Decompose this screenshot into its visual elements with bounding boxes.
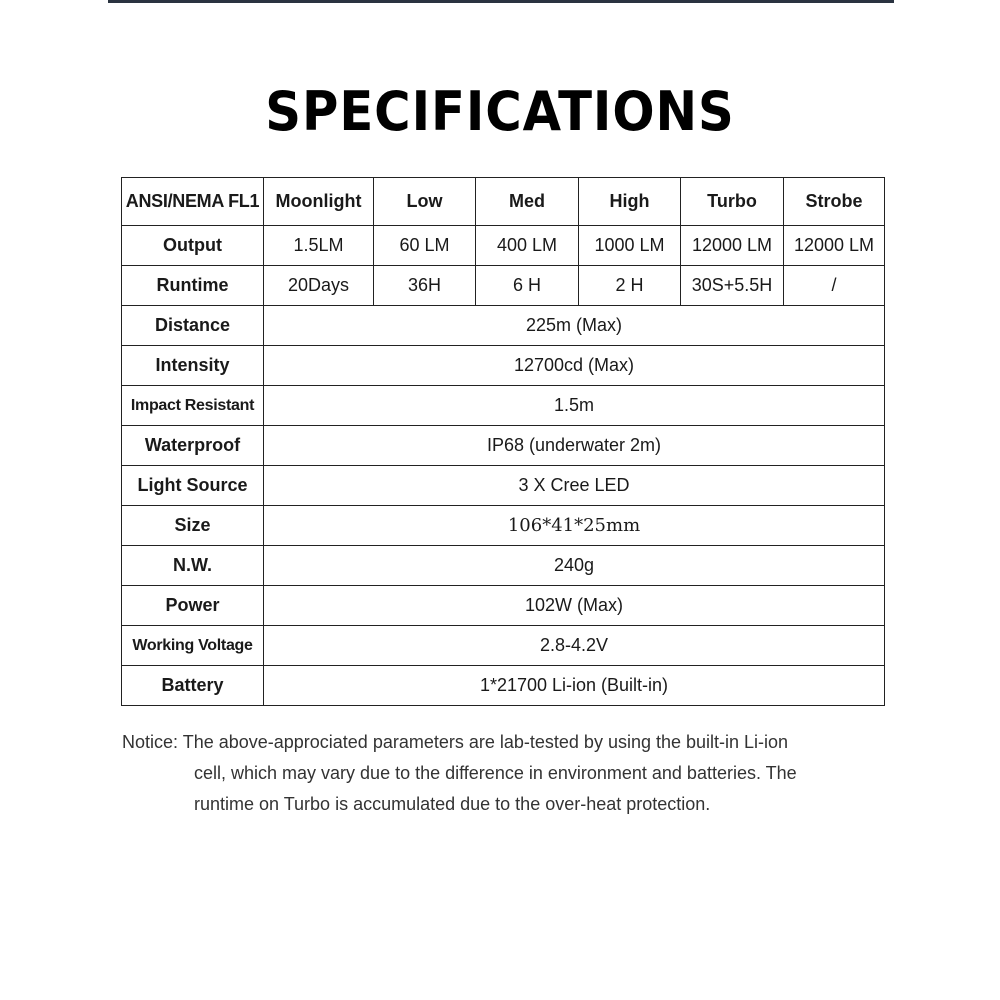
notice-text bbox=[122, 727, 892, 820]
row-value: 1*21700 Li-ion (Built-in) bbox=[264, 666, 885, 706]
row-value: 2.8-4.2V bbox=[264, 626, 885, 666]
header-low: Low bbox=[374, 178, 476, 226]
header-strobe: Strobe bbox=[784, 178, 885, 226]
row-value: IP68 (underwater 2m) bbox=[264, 426, 885, 466]
top-divider bbox=[108, 0, 894, 3]
row-label: Light Source bbox=[122, 466, 264, 506]
row-value: 102W (Max) bbox=[264, 586, 885, 626]
runtime-strobe: / bbox=[784, 266, 885, 306]
runtime-high: 2 H bbox=[579, 266, 681, 306]
header-med: Med bbox=[476, 178, 579, 226]
notice-line: cell, which may vary due to the difference in environment and batteries. The bbox=[194, 763, 797, 783]
table-row-impact-resistant bbox=[122, 386, 885, 426]
row-value: 225m (Max) bbox=[264, 306, 885, 346]
output-strobe: 12000 LM bbox=[784, 226, 885, 266]
specifications-table bbox=[121, 177, 885, 706]
row-value: 240g bbox=[264, 546, 885, 586]
row-label: Impact Resistant bbox=[122, 386, 264, 426]
header-moonlight: Moonlight bbox=[264, 178, 374, 226]
row-value: 1.5m bbox=[264, 386, 885, 426]
header-turbo: Turbo bbox=[681, 178, 784, 226]
table-header-row bbox=[122, 178, 885, 226]
table-row-working-voltage bbox=[122, 626, 885, 666]
row-label: Power bbox=[122, 586, 264, 626]
row-label: Distance bbox=[122, 306, 264, 346]
header-standard: ANSI/NEMA FL1 bbox=[122, 178, 264, 226]
runtime-moonlight: 20Days bbox=[264, 266, 374, 306]
output-low: 60 LM bbox=[374, 226, 476, 266]
row-label: Runtime bbox=[122, 266, 264, 306]
row-label: Battery bbox=[122, 666, 264, 706]
row-label: Working Voltage bbox=[122, 626, 264, 666]
table-row-runtime bbox=[122, 266, 885, 306]
output-med: 400 LM bbox=[476, 226, 579, 266]
table-row-waterproof bbox=[122, 426, 885, 466]
table-row-output bbox=[122, 226, 885, 266]
table-row-intensity bbox=[122, 346, 885, 386]
row-label: Waterproof bbox=[122, 426, 264, 466]
page-title: SPECIFICATIONS bbox=[265, 80, 735, 143]
table-row-distance bbox=[122, 306, 885, 346]
table-row-net-weight bbox=[122, 546, 885, 586]
row-value: 106*41*25mm bbox=[264, 506, 885, 546]
table-row-power bbox=[122, 586, 885, 626]
row-value: 12700cd (Max) bbox=[264, 346, 885, 386]
table-row-light-source bbox=[122, 466, 885, 506]
header-high: High bbox=[579, 178, 681, 226]
output-moonlight: 1.5LM bbox=[264, 226, 374, 266]
row-label: Intensity bbox=[122, 346, 264, 386]
output-turbo: 12000 LM bbox=[681, 226, 784, 266]
table-row-battery bbox=[122, 666, 885, 706]
output-high: 1000 LM bbox=[579, 226, 681, 266]
table-row-size bbox=[122, 506, 885, 546]
notice-line: Notice: The above-approciated parameters are lab-tested by using the built-in Li-ion bbox=[122, 732, 789, 752]
notice-line: runtime on Turbo is accumulated due to the over-heat protection. bbox=[194, 794, 711, 814]
row-label: Output bbox=[122, 226, 264, 266]
row-label: N.W. bbox=[122, 546, 264, 586]
row-value: 3 X Cree LED bbox=[264, 466, 885, 506]
row-label: Size bbox=[122, 506, 264, 546]
runtime-turbo: 30S+5.5H bbox=[681, 266, 784, 306]
runtime-med: 6 H bbox=[476, 266, 579, 306]
runtime-low: 36H bbox=[374, 266, 476, 306]
